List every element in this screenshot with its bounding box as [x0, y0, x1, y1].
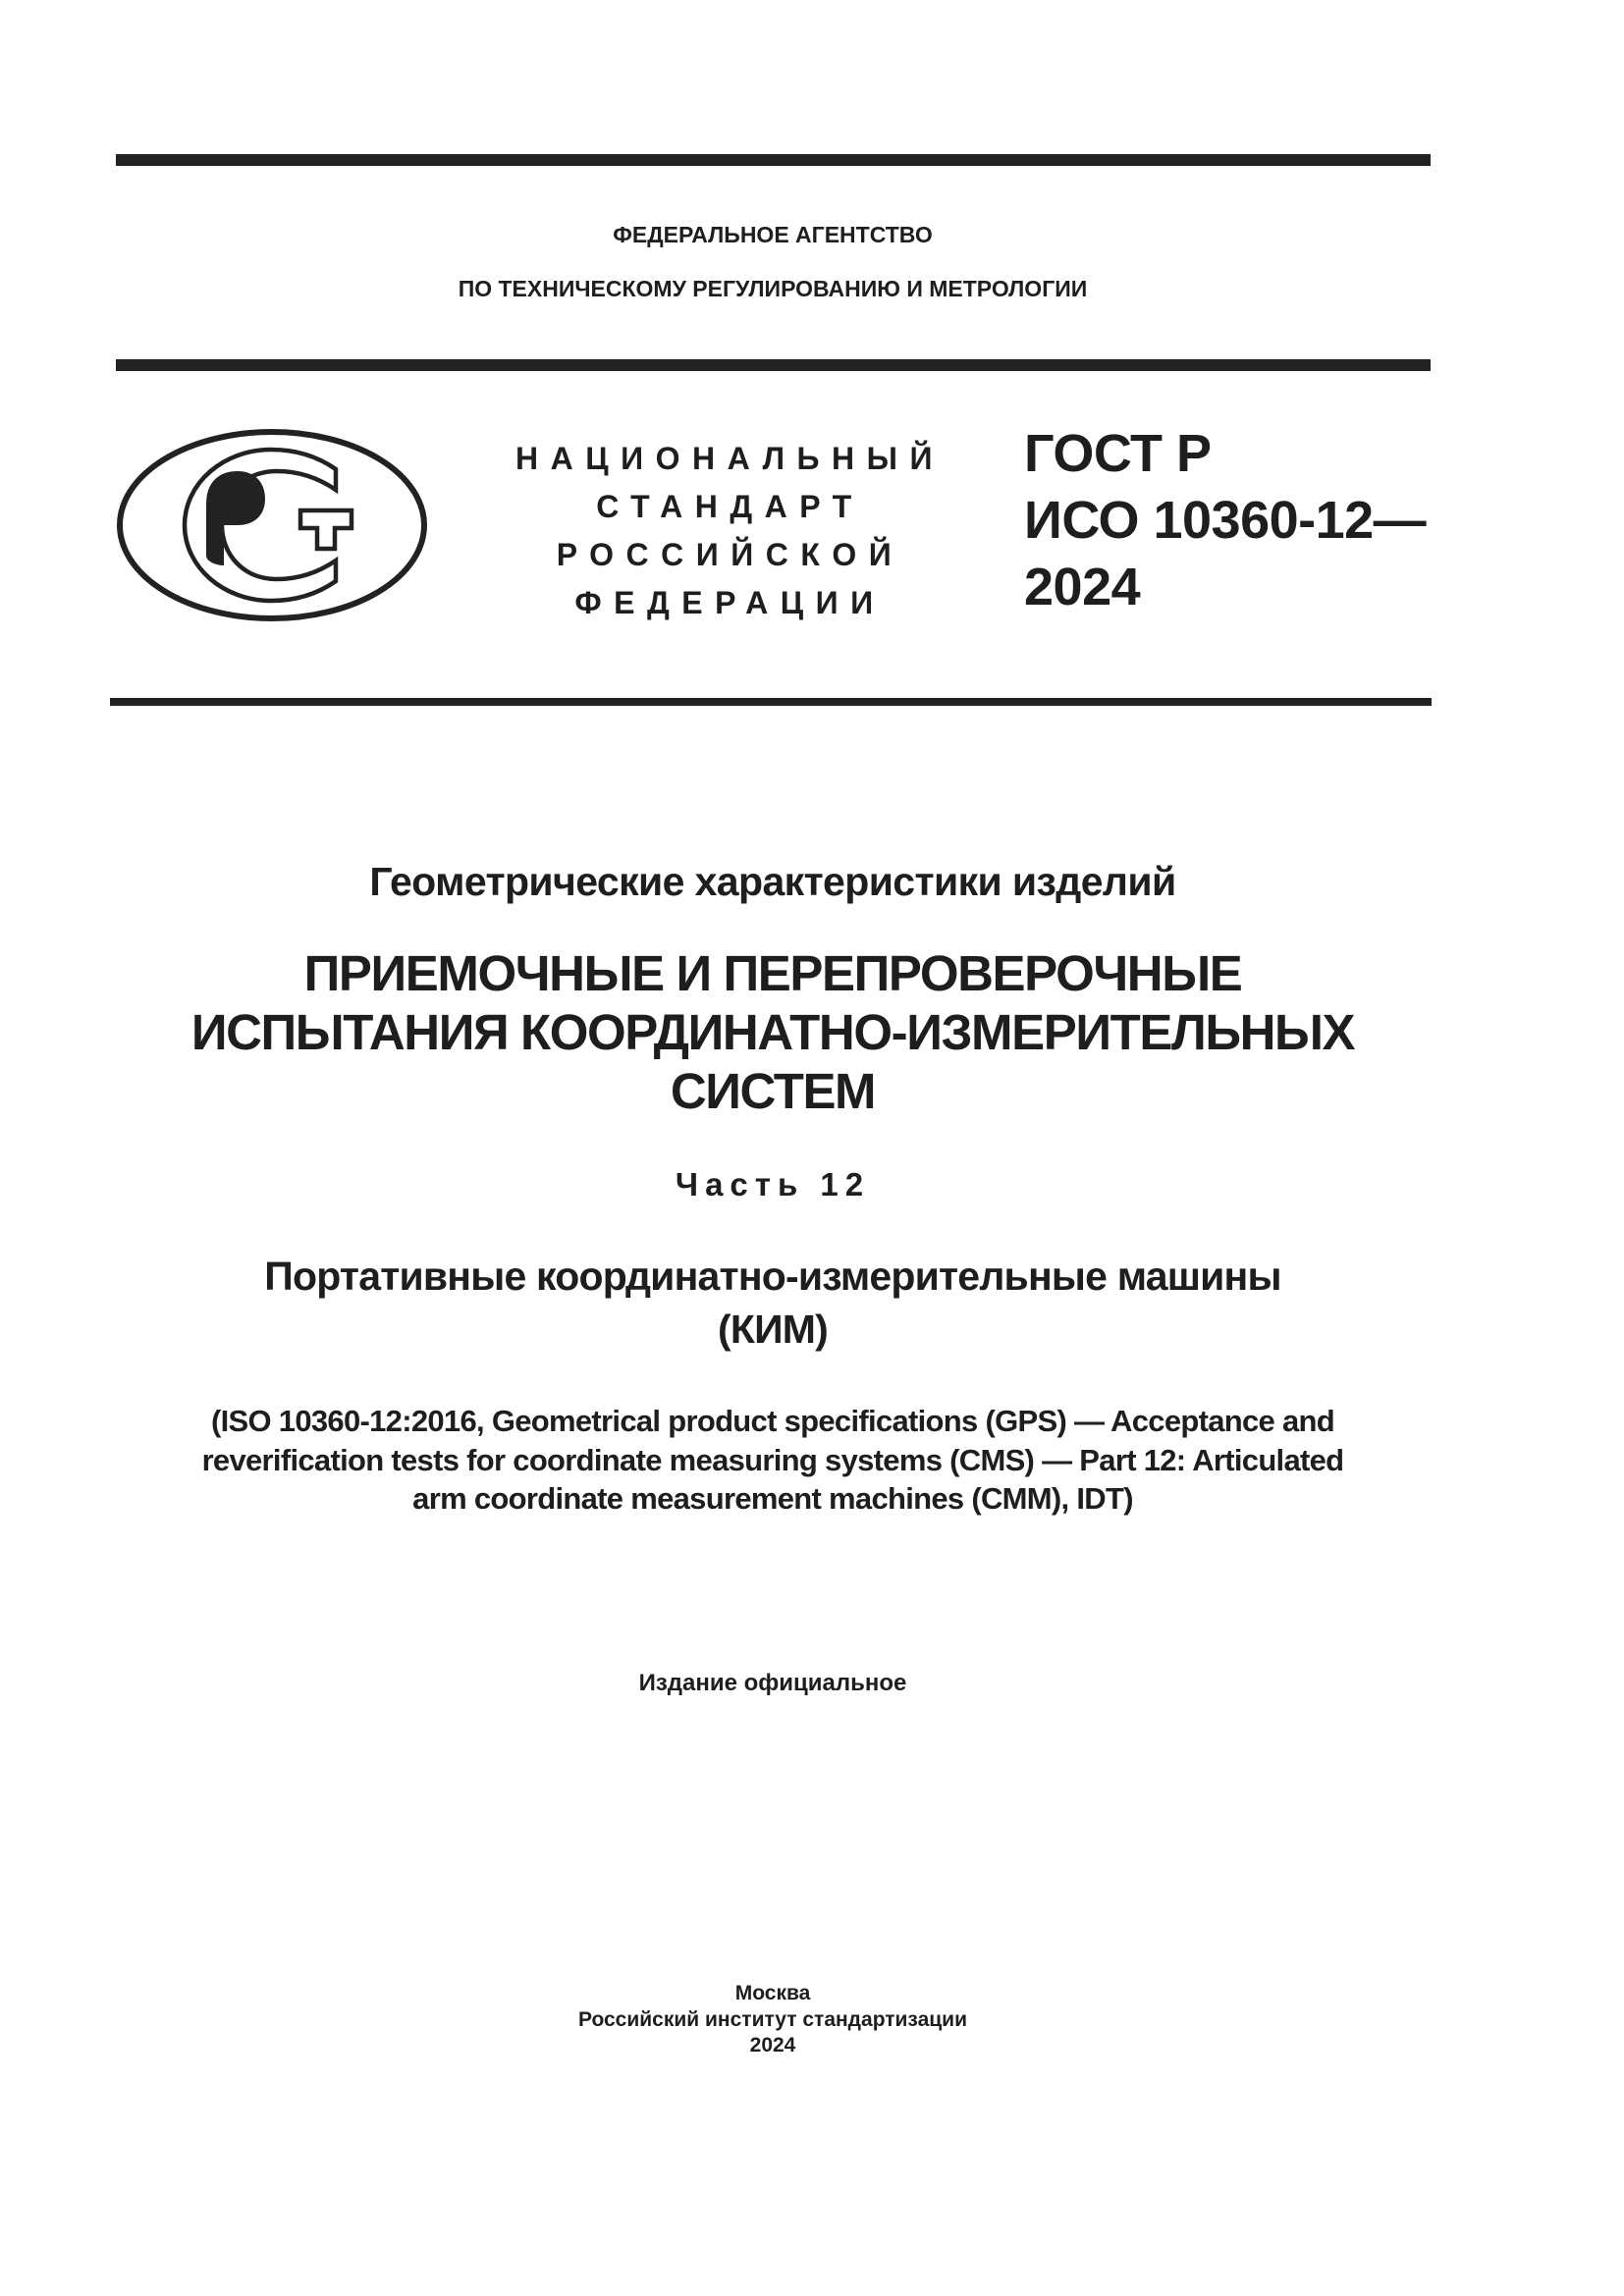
agency-name-line-2: ПО ТЕХНИЧЕСКОМУ РЕГУЛИРОВАНИЮ И МЕТРОЛОГИИ [458, 276, 1088, 301]
top-rule [116, 154, 1431, 166]
national-standard-label [501, 435, 947, 627]
iso-reference-line: reverification tests for coordinate measuring systems (CMS) — Part 12: Articulated [201, 1442, 1344, 1477]
main-title-line: СИСТЕМ [670, 1063, 876, 1119]
main-title-line: ИСПЫТАНИЯ КООРДИНАТНО-ИЗМЕРИТЕЛЬНЫХ [190, 1004, 1355, 1060]
header-divider-rule [116, 359, 1431, 371]
iso-reference-line: arm coordinate measurement machines (CMM), IDT) [412, 1481, 1133, 1516]
designation-line: ИСО 10360-12— [1024, 491, 1427, 550]
main-title-line: ПРИЕМОЧНЫЕ И ПЕРЕПРОВЕРОЧНЫЕ [303, 945, 1242, 1001]
standard-designation [1024, 420, 1426, 620]
national-standard-line: РОССИЙСКОЙ [556, 537, 904, 572]
national-standard-line: НАЦИОНАЛЬНЫЙ [515, 441, 945, 476]
subtitle-line: Портативные координатно-измерительные машины [264, 1254, 1281, 1299]
part-number: Часть 12 [675, 1166, 871, 1202]
edition-label: Издание официальное [638, 1670, 907, 1696]
imprint [0, 1981, 1545, 2059]
national-standard-line: СТАНДАРТ [596, 489, 864, 524]
agency-name-line-1: ФЕДЕРАЛЬНОЕ АГЕНТСТВО [613, 222, 933, 247]
subtitle [0, 1250, 1545, 1356]
designation-line: ГОСТ Р [1024, 424, 1212, 483]
main-title [0, 944, 1545, 1121]
imprint-year: 2024 [749, 2034, 796, 2056]
rst-certification-mark-icon [114, 426, 432, 624]
iso-reference-line: (ISO 10360-12:2016, Geometrical product specifications (GPS) — Acceptance and [210, 1404, 1335, 1438]
imprint-city: Москва [734, 1982, 811, 2004]
designation-line: 2024 [1024, 558, 1141, 616]
national-standard-line: ФЕДЕРАЦИИ [574, 585, 886, 620]
subtitle-line: (КИМ) [718, 1307, 828, 1352]
iso-reference [0, 1402, 1545, 1519]
imprint-publisher: Российский институт стандартизации [577, 2007, 968, 2031]
designation-divider-rule [110, 698, 1432, 706]
pre-title: Геометрические характеристики изделий [369, 859, 1176, 904]
